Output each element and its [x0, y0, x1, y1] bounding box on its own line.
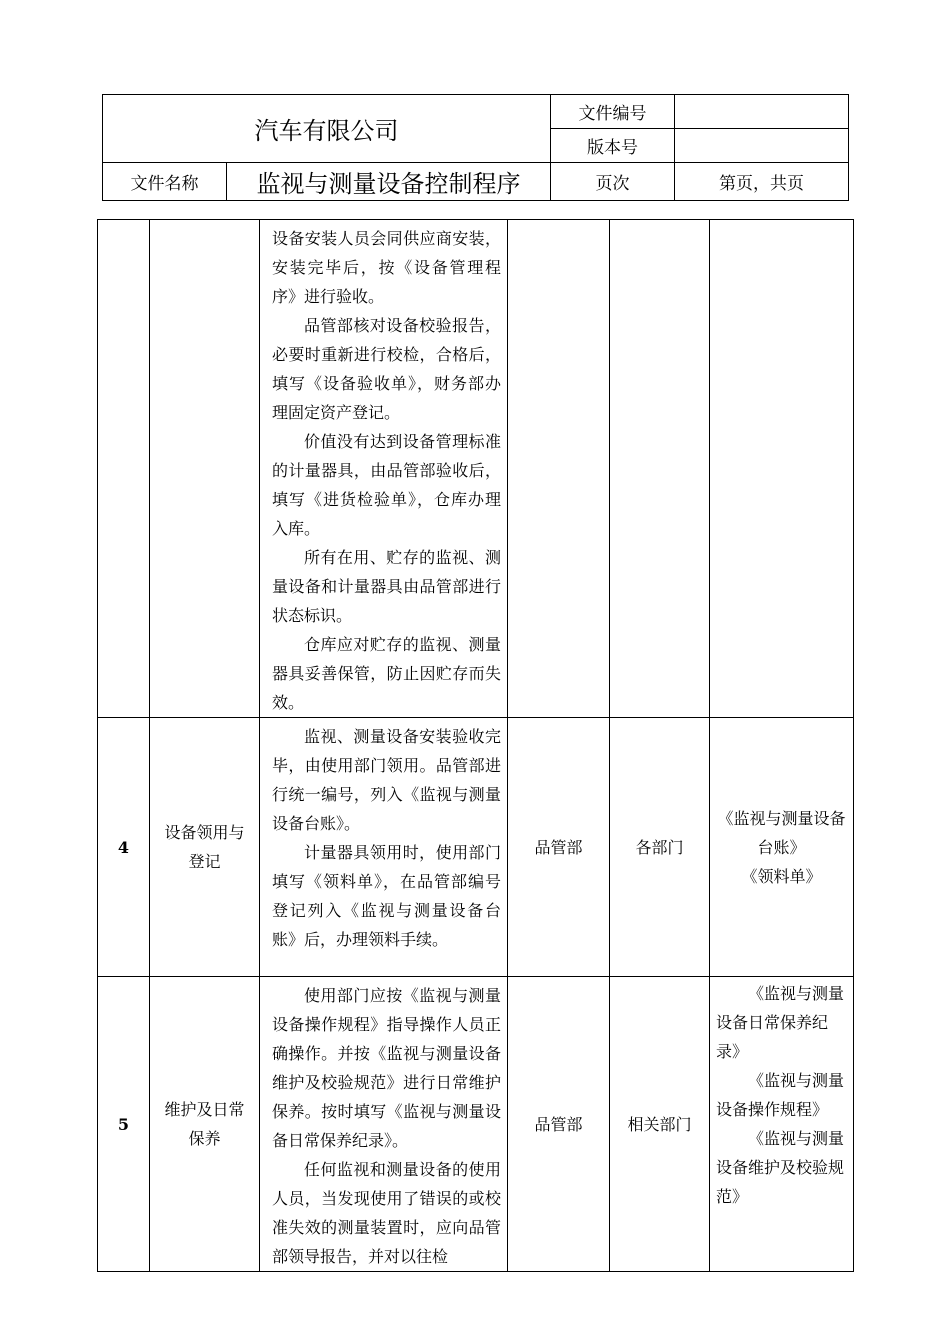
procedure-table	[97, 219, 854, 1272]
version-value	[675, 129, 849, 163]
cooperating-dept: 相关部门	[610, 977, 710, 1272]
table-row	[98, 977, 854, 1272]
document-header-table	[102, 94, 849, 201]
step-name-text: 维护及日常保养	[164, 1100, 245, 1148]
responsible-dept	[508, 220, 610, 718]
description-paragraph: 任何监视和测量设备的使用人员，当发现使用了错误的或校准失效的测量装置时，应向品管部领导报告，并对以往检	[272, 1160, 501, 1266]
version-label: 版本号	[551, 129, 675, 163]
related-records	[710, 977, 854, 1272]
step-number: 4	[98, 718, 150, 977]
description-paragraph: 设备安装人员会同供应商安装，安装完毕后，按《设备管理程序》进行验收。	[272, 229, 501, 306]
doc-number-value	[675, 95, 849, 129]
page-label: 页次	[551, 163, 675, 201]
description-paragraph: 品管部核对设备校验报告，必要时重新进行校检，合格后，填写《设备验收单》，财务部办理固定资产登记。	[272, 316, 501, 422]
table-row	[98, 718, 854, 977]
responsible-dept: 品管部	[508, 718, 610, 977]
cooperating-dept: 各部门	[610, 718, 710, 977]
step-name	[150, 718, 260, 977]
page-value: 第页，共页	[675, 163, 849, 201]
step-description	[260, 977, 508, 1272]
cooperating-dept	[610, 220, 710, 718]
description-paragraph: 使用部门应按《监视与测量设备操作规程》指导操作人员正确操作。并按《监视与测量设备维护及校验规范》进行日常维护保养。按时填写《监视与测量设备日常保养纪录》。	[272, 986, 501, 1150]
record-item: 《监视与测量设备台账》	[717, 808, 846, 857]
related-records	[710, 220, 854, 718]
doc-name-value: 监视与测量设备控制程序	[227, 163, 551, 201]
description-paragraph: 监视、测量设备安装验收完毕，由使用部门领用。品管部进行统一编号，列入《监视与测量设备台账》。	[272, 727, 501, 833]
step-number: 5	[98, 977, 150, 1272]
step-description	[260, 220, 508, 718]
record-item: 《监视与测量设备日常保养纪录》	[716, 984, 845, 1061]
record-item: 《领料单》	[741, 866, 822, 886]
description-paragraph: 计量器具领用时，使用部门填写《领料单》，在品管部编号登记列入《监视与测量设备台账》后，办理领料手续。	[272, 843, 501, 949]
step-description	[260, 718, 508, 977]
table-row	[98, 220, 854, 718]
related-records	[710, 718, 854, 977]
step-name	[150, 220, 260, 718]
step-number	[98, 220, 150, 718]
description-paragraph: 价值没有达到设备管理标准的计量器具，由品管部验收后，填写《进货检验单》，仓库办理入库。	[272, 432, 501, 538]
description-paragraph: 仓库应对贮存的监视、测量器具妥善保管，防止因贮存而失效。	[272, 635, 501, 712]
doc-name-label: 文件名称	[103, 163, 227, 201]
step-name-text: 设备领用与登记	[164, 823, 245, 871]
doc-number-label: 文件编号	[551, 95, 675, 129]
step-name	[150, 977, 260, 1272]
record-item: 《监视与测量设备维护及校验规范》	[716, 1129, 845, 1206]
responsible-dept: 品管部	[508, 977, 610, 1272]
company-name: 汽车有限公司	[103, 95, 551, 163]
description-paragraph: 所有在用、贮存的监视、测量设备和计量器具由品管部进行状态标识。	[272, 548, 501, 625]
record-item: 《监视与测量设备操作规程》	[716, 1071, 845, 1119]
